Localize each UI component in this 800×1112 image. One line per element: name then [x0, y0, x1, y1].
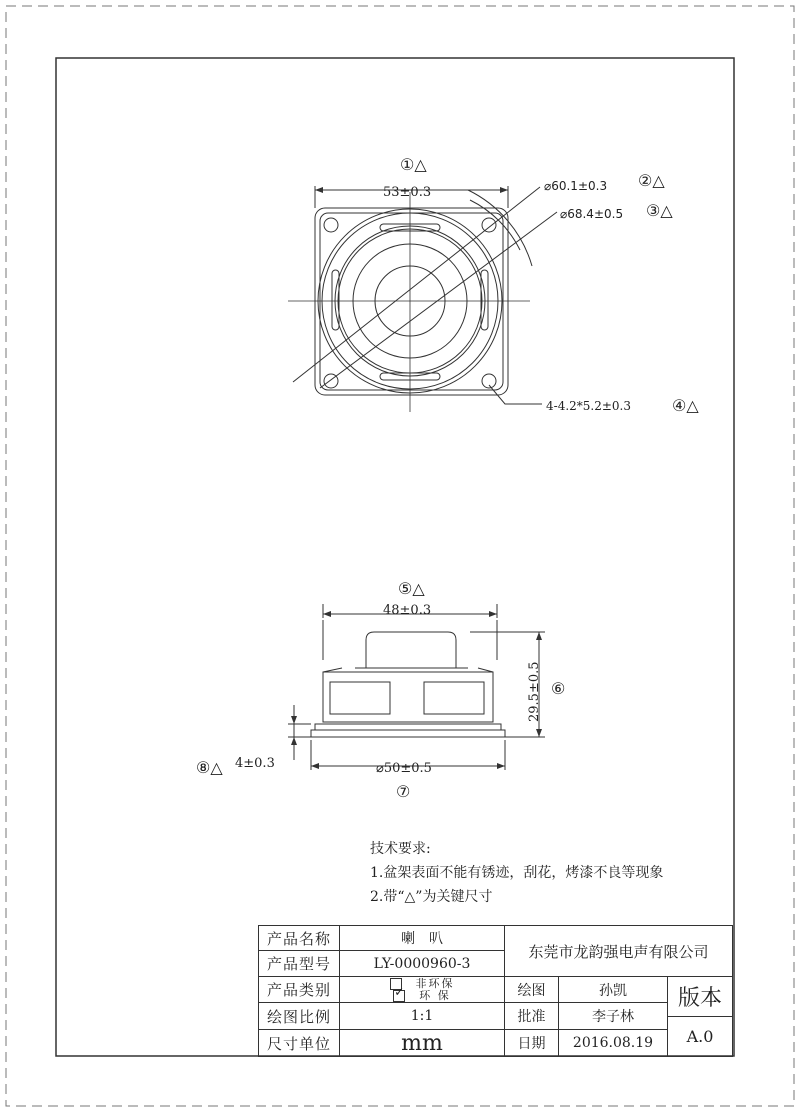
technical-notes [370, 837, 663, 909]
category-value [339, 976, 505, 1003]
note-item-2: 2.带“△”为关键尺寸 [370, 889, 493, 905]
model-value: LY-0000960-3 [339, 950, 505, 977]
product-name-label: 产品名称 [258, 925, 340, 951]
top-view [288, 186, 557, 412]
dim-height: 29.5±0.5 [527, 661, 542, 722]
callout-5: ⑤△ [398, 579, 425, 598]
date-label: 日期 [504, 1029, 559, 1057]
callout-3: ③△ [646, 201, 673, 220]
scale-label: 绘图比例 [258, 1002, 340, 1030]
date-value: 2016.08.19 [558, 1029, 668, 1057]
callout-4: ④△ [672, 396, 699, 415]
category-option-eco: 环 保 [419, 988, 451, 1002]
category-label: 产品类别 [258, 976, 340, 1003]
frame-square-outer [315, 208, 508, 395]
eco-checkbox[interactable] [393, 990, 405, 1002]
callout-2: ②△ [638, 171, 665, 190]
scale-value: 1:1 [339, 1002, 505, 1030]
note-item-1: 1.盆架表面不能有锈迹，刮花，烤漆不良等现象 [370, 865, 664, 881]
dim-inner-diameter: ⌀60.1±0.3 [544, 179, 608, 193]
drawn-label: 绘图 [504, 976, 559, 1003]
dim-base-diameter: ⌀50±0.5 [376, 761, 432, 776]
callout-7: ⑦ [396, 782, 411, 801]
version-label: 版本 [667, 976, 733, 1017]
product-name-value: 喇 叭 [339, 925, 505, 951]
units-label: 尺寸单位 [258, 1029, 340, 1057]
mounting-hole-tl [324, 218, 338, 232]
model-label: 产品型号 [258, 950, 340, 977]
units-value: mm [339, 1029, 505, 1057]
magnet-cap [366, 632, 456, 668]
category-option-non-eco: 非环保 [415, 976, 455, 990]
drawn-value: 孙凯 [558, 976, 668, 1003]
callout-1: ①△ [400, 155, 427, 174]
mounting-hole-tr [482, 218, 496, 232]
dim-holes: 4-4.2*5.2±0.3 [546, 399, 631, 413]
mounting-hole-br [482, 374, 496, 388]
approved-value: 李子林 [558, 1002, 668, 1030]
notes-title: 技术要求: [370, 841, 431, 857]
dim-width-53: 53±0.3 [383, 185, 432, 200]
side-view [288, 604, 545, 770]
dim-magnet-width: 48±0.3 [383, 603, 432, 618]
callout-6: ⑥ [551, 679, 566, 698]
approved-label: 批准 [504, 1002, 559, 1030]
version-value: A.0 [667, 1016, 733, 1057]
title-block [258, 925, 733, 1057]
callout-8: ⑧△ [196, 758, 223, 777]
company-name: 东莞市龙韵强电声有限公司 [504, 925, 733, 977]
dim-flange: 4±0.3 [235, 756, 275, 771]
dim-outer-diameter: ⌀68.4±0.5 [560, 207, 624, 221]
